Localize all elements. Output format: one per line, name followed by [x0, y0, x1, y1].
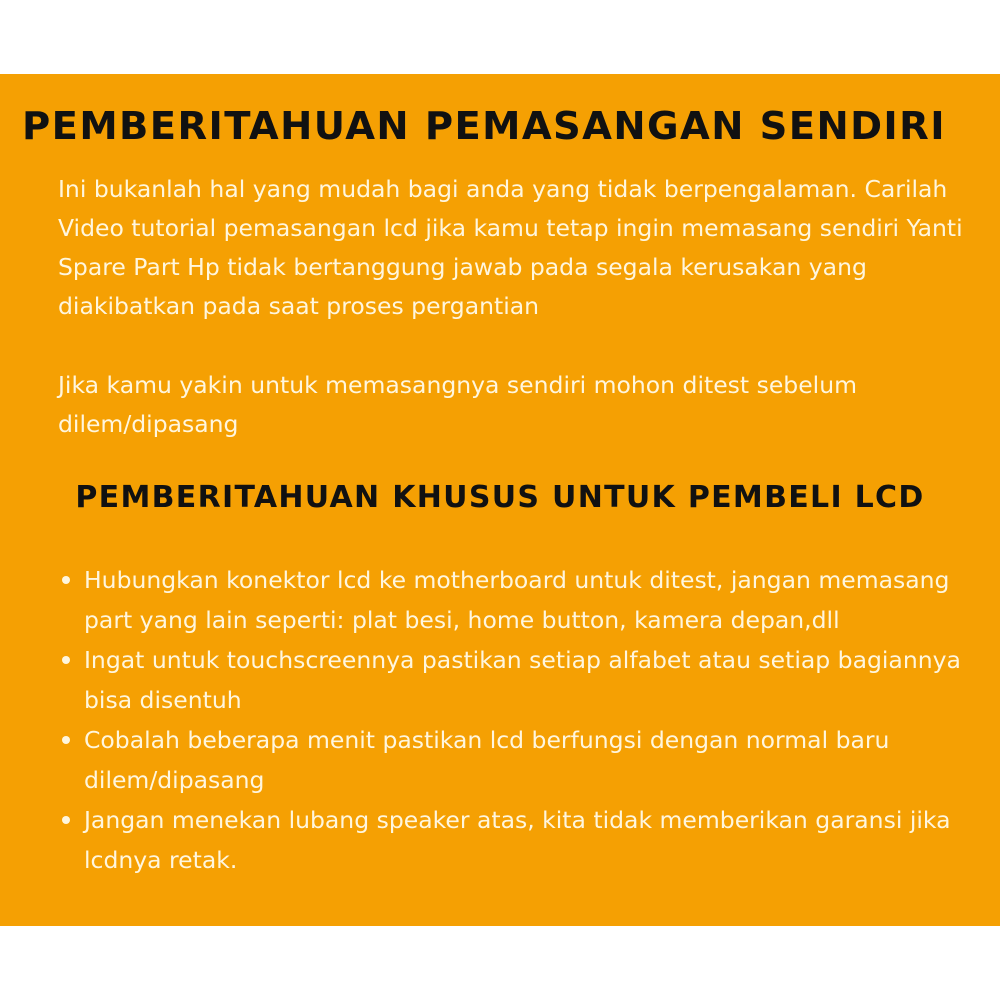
self-install-notice-title: PEMBERITAHUAN PEMASANGAN SENDIRI [22, 104, 946, 149]
list-item-text: Hubungkan konektor lcd ke motherboard untuk ditest, jangan memasang part yang lain seperti: plat besi, home button, kamera depan,dll [84, 566, 950, 634]
list-item [58, 640, 988, 720]
list-item [58, 720, 988, 800]
lcd-buyer-instructions-list [58, 560, 988, 880]
self-install-warning-paragraph: Ini bukanlah hal yang mudah bagi anda yang tidak berpengalaman. Carilah Video tutorial pemasangan lcd jika kamu tetap ingin memasang sendiri Yanti Spare Part Hp tidak bertanggung jawab pada segala kerusakan yang diakibatkan pada saat proses pergantian [58, 175, 963, 320]
test-before-install-paragraph: Jika kamu yakin untuk memasangnya sendiri mohon ditest sebelum dilem/dipasang [58, 371, 857, 438]
list-item-text: Cobalah beberapa menit pastikan lcd berfungsi dengan normal baru dilem/dipasang [84, 726, 890, 794]
lcd-buyer-notice-title: PEMBERITAHUAN KHUSUS UNTUK PEMBELI LCD [75, 480, 925, 515]
bullet-icon [62, 576, 70, 584]
bullet-icon [62, 816, 70, 824]
list-item-text: Ingat untuk touchscreennya pastikan setiap alfabet atau setiap bagiannya bisa disentuh [84, 646, 961, 714]
notice-panel [0, 74, 1000, 926]
list-item [58, 560, 988, 640]
bullet-icon [62, 736, 70, 744]
list-item-text: Jangan menekan lubang speaker atas, kita tidak memberikan garansi jika lcdnya retak. [84, 806, 951, 874]
list-item [58, 800, 988, 880]
bullet-icon [62, 656, 70, 664]
